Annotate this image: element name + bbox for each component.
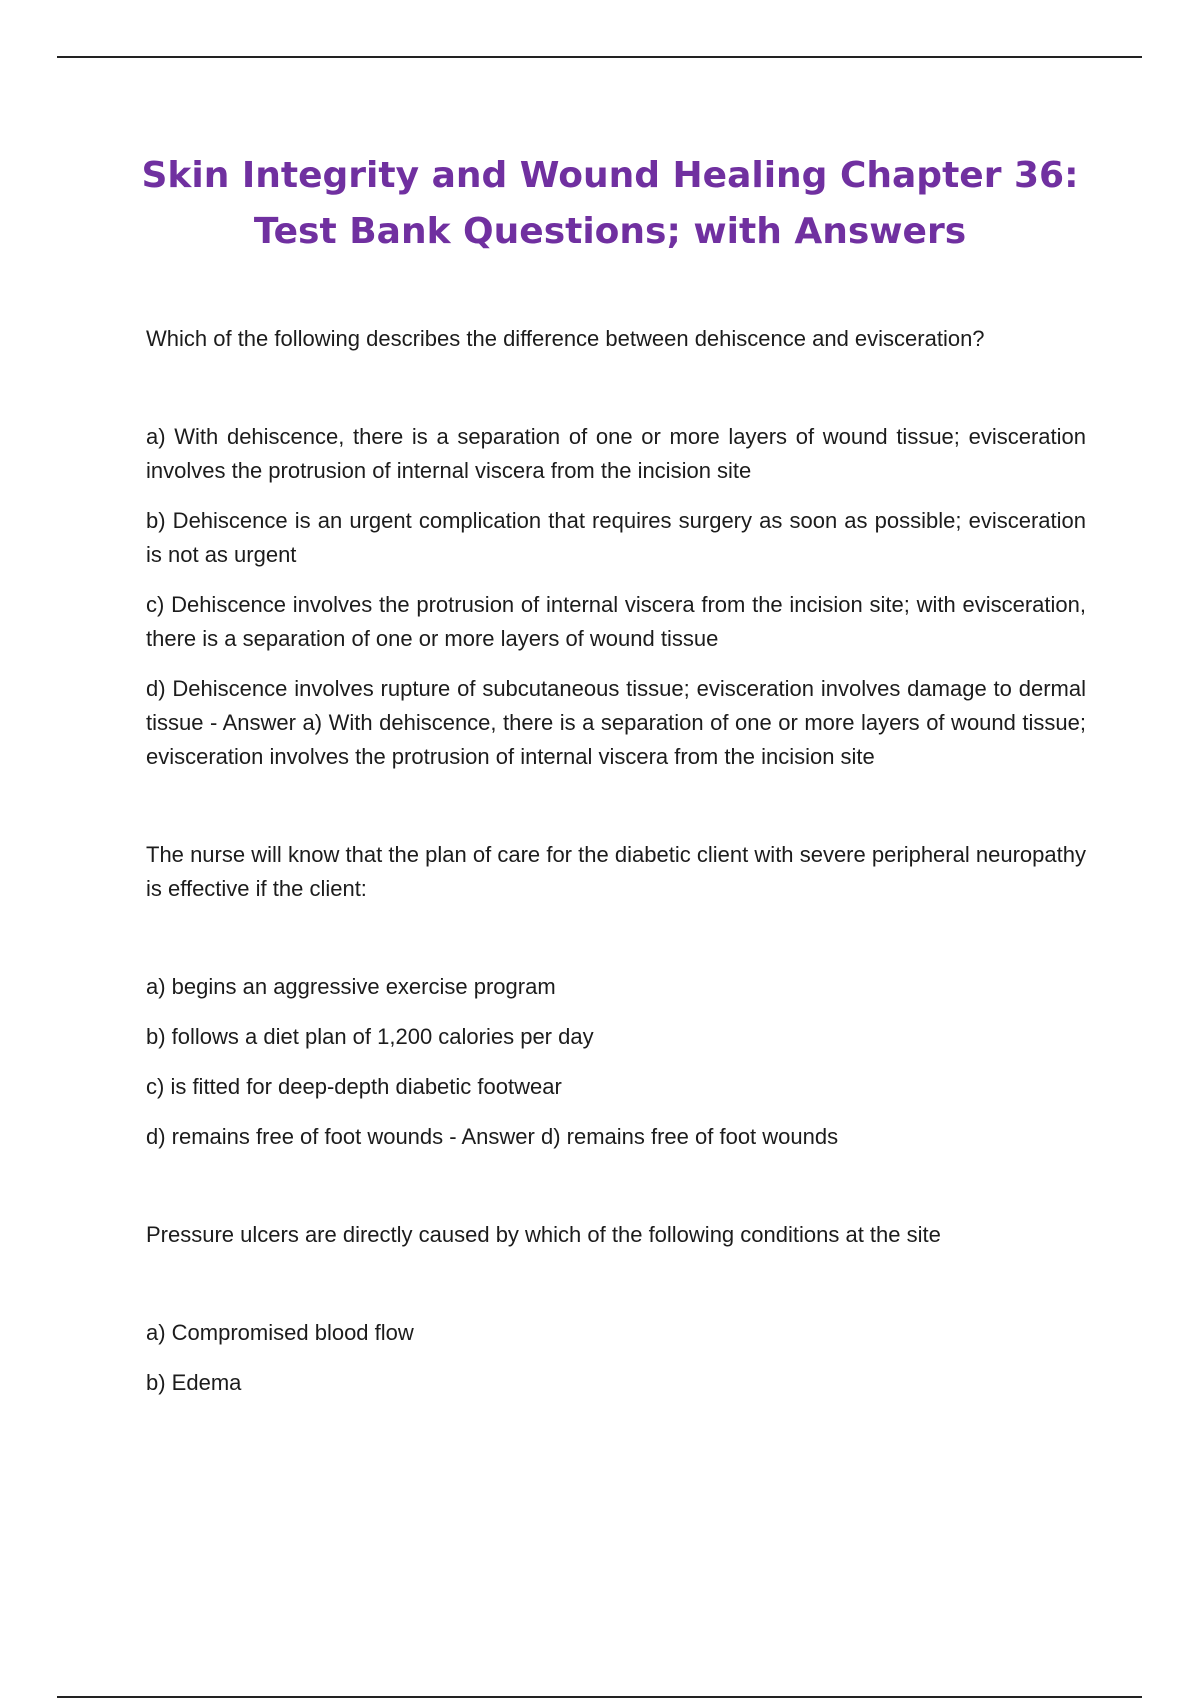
- answer-option-a: a) With dehiscence, there is a separation of one or more layers of wound tissue; evisceration involves the protrusion of internal viscera from the incision site: [146, 424, 1086, 483]
- question-block-3: [146, 1218, 1086, 1400]
- answer-option-c: c) is fitted for deep-depth diabetic footwear: [146, 1074, 562, 1099]
- question-block-1: [146, 322, 1086, 774]
- question-text: Which of the following describes the difference between dehiscence and evisceration?: [146, 326, 985, 351]
- question-text: The nurse will know that the plan of care for the diabetic client with severe peripheral neuropathy is effective if the client:: [146, 842, 1086, 901]
- answer-option-c: c) Dehiscence involves the protrusion of internal viscera from the incision site; with evisceration, there is a separation of one or more layers of wound tissue: [146, 592, 1086, 651]
- footer-rule: [57, 1696, 1142, 1698]
- question-list: [146, 322, 1086, 1416]
- answer-option-b: b) Edema: [146, 1370, 242, 1395]
- document-title: Skin Integrity and Wound Healing Chapter 36: Test Bank Questions; with Answers: [141, 155, 1079, 252]
- answer-option-a: a) Compromised blood flow: [146, 1320, 414, 1345]
- question-text: Pressure ulcers are directly caused by which of the following conditions at the site: [146, 1222, 941, 1247]
- header-rule: [57, 56, 1142, 58]
- answer-option-d: d) Dehiscence involves rupture of subcutaneous tissue; evisceration involves damage to dermal tissue - Answer a) With dehiscence, there is a separation of one or more layers of wound tissue; evisceration involves the protrusion of internal viscera from the incision site: [146, 676, 1086, 769]
- answer-option-a: a) begins an aggressive exercise program: [146, 974, 556, 999]
- question-block-2: [146, 838, 1086, 1154]
- answer-option-b: b) Dehiscence is an urgent complication that requires surgery as soon as possible; evisceration is not as urgent: [146, 508, 1086, 567]
- answer-option-b: b) follows a diet plan of 1,200 calories per day: [146, 1024, 594, 1049]
- answer-option-d: d) remains free of foot wounds - Answer d) remains free of foot wounds: [146, 1124, 839, 1149]
